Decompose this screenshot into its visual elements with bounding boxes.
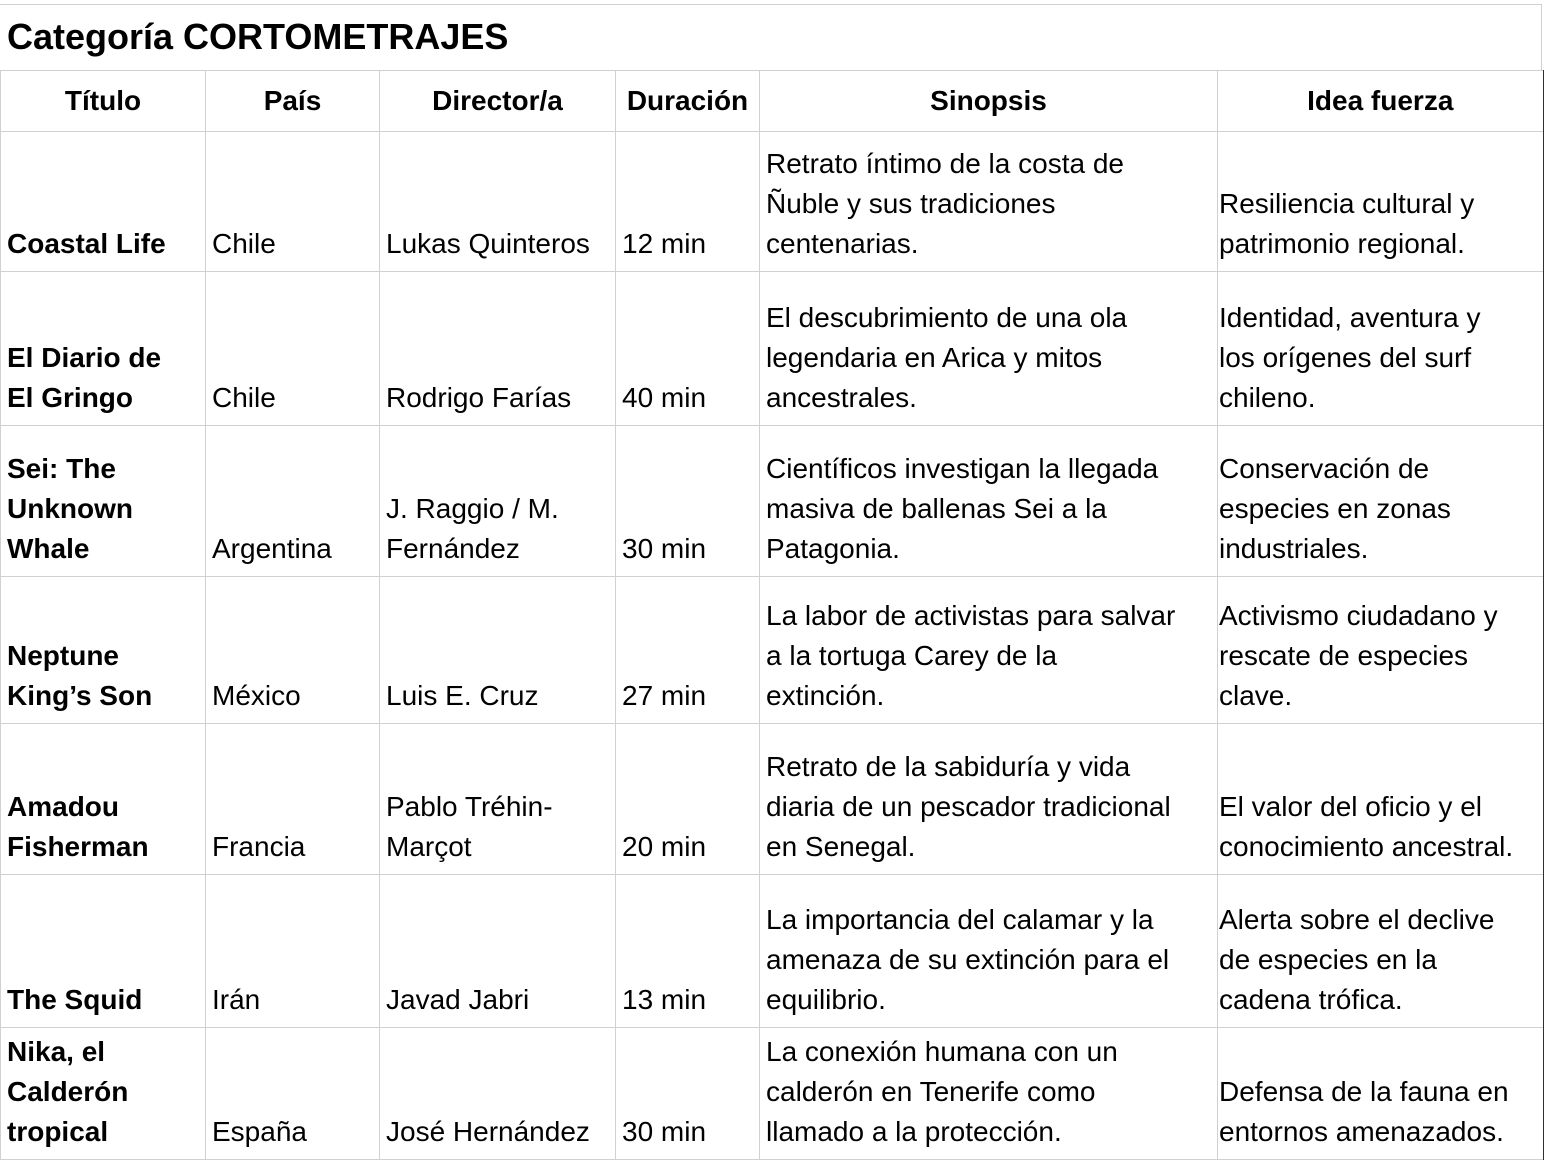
cell-idea-line: Alerta sobre el declive	[1219, 904, 1495, 935]
cell-pais	[206, 577, 380, 724]
cell-titulo-line: tropical	[7, 1116, 109, 1147]
cell-idea-line: Activismo ciudadano y	[1219, 600, 1498, 631]
header-row	[1, 71, 1544, 132]
cell-sinopsis-line: Retrato íntimo de la costa de	[766, 148, 1124, 179]
cell-idea-line: los orígenes del surf	[1219, 342, 1472, 373]
cell-sinopsis	[760, 724, 1218, 875]
cell-titulo-line: The Squid	[7, 984, 143, 1015]
cell-director	[380, 577, 616, 724]
cell-pais-line: Chile	[212, 228, 276, 259]
cell-sinopsis-line: Científicos investigan la llegada	[766, 453, 1159, 484]
page-title: Categoría CORTOMETRAJES	[7, 16, 509, 57]
cell-titulo	[1, 1028, 206, 1160]
header-titulo: Título	[1, 71, 206, 132]
table-row	[1, 724, 1544, 875]
cell-duracion-line: 30 min	[622, 533, 707, 564]
cell-idea-line: patrimonio regional.	[1219, 228, 1465, 259]
cell-sinopsis-line: legendaria en Arica y mitos	[766, 342, 1103, 373]
cell-titulo-line: Coastal Life	[7, 228, 166, 259]
cell-duracion-line: 40 min	[622, 382, 707, 413]
cell-idea	[1218, 875, 1544, 1028]
cell-duracion-line: 20 min	[622, 831, 707, 862]
cell-titulo-line: Sei: The	[7, 453, 116, 484]
cell-sinopsis-line: Patagonia.	[766, 533, 900, 564]
cell-duracion-line: 12 min	[622, 228, 707, 259]
header-director: Director/a	[380, 71, 616, 132]
cell-director-line: José Hernández	[386, 1116, 590, 1147]
cell-sinopsis-line: Ñuble y sus tradiciones	[766, 188, 1056, 219]
cell-duracion	[616, 272, 760, 426]
cell-sinopsis-line: calderón en Tenerife como	[766, 1076, 1096, 1107]
cell-pais	[206, 132, 380, 272]
cell-titulo-line: El Diario de	[7, 342, 162, 373]
cell-sinopsis-line: amenaza de su extinción para el	[766, 944, 1170, 975]
cell-pais	[206, 1028, 380, 1160]
cell-sinopsis-line: centenarias.	[766, 228, 919, 259]
cell-director-line: Lukas Quinteros	[386, 228, 590, 259]
cell-titulo	[1, 272, 206, 426]
cell-titulo-line: Whale	[7, 533, 90, 564]
cell-sinopsis-line: La conexión humana con un	[766, 1036, 1118, 1067]
cell-titulo-line: Fisherman	[7, 831, 149, 862]
cell-sinopsis-line: a la tortuga Carey de la	[766, 640, 1058, 671]
cell-idea	[1218, 426, 1544, 577]
cell-titulo	[1, 577, 206, 724]
cell-pais	[206, 426, 380, 577]
table-row	[1, 875, 1544, 1028]
cell-pais-line: Chile	[212, 382, 276, 413]
cell-sinopsis-line: llamado a la protección.	[766, 1116, 1062, 1147]
cell-sinopsis-line: diaria de un pescador tradicional	[766, 791, 1171, 822]
cell-duracion-line: 27 min	[622, 680, 707, 711]
cell-duracion	[616, 577, 760, 724]
cell-idea-line: El valor del oficio y el	[1219, 791, 1483, 822]
cell-sinopsis-line: ancestrales.	[766, 382, 917, 413]
cell-idea	[1218, 1028, 1544, 1160]
cell-director-line: Javad Jabri	[386, 984, 530, 1015]
cell-sinopsis-line: La labor de activistas para salvar	[766, 600, 1176, 631]
cell-sinopsis	[760, 132, 1218, 272]
cell-titulo-line: Unknown	[7, 493, 133, 524]
cell-duracion	[616, 1028, 760, 1160]
cell-idea-line: clave.	[1219, 680, 1293, 711]
cell-titulo-line: Neptune	[7, 640, 119, 671]
cell-titulo-line: Amadou	[7, 791, 119, 822]
cell-duracion	[616, 132, 760, 272]
cell-idea-line: Resiliencia cultural y	[1219, 188, 1475, 219]
cell-titulo-line: Calderón	[7, 1076, 129, 1107]
cell-duracion	[616, 426, 760, 577]
cell-director-line: Pablo Tréhin-	[386, 791, 553, 822]
cell-idea-line: rescate de especies	[1219, 640, 1469, 671]
cell-director	[380, 875, 616, 1028]
cell-idea	[1218, 577, 1544, 724]
header-idea: Idea fuerza	[1218, 71, 1544, 132]
cell-idea-line: de especies en la	[1219, 944, 1437, 975]
cell-titulo	[1, 875, 206, 1028]
cell-sinopsis-line: Retrato de la sabiduría y vida	[766, 751, 1131, 782]
cell-idea-line: especies en zonas	[1219, 493, 1451, 524]
cell-idea-line: Identidad, aventura y	[1219, 302, 1481, 333]
films-table	[0, 70, 1544, 1160]
cell-sinopsis	[760, 577, 1218, 724]
table-row	[1, 577, 1544, 724]
cell-sinopsis	[760, 426, 1218, 577]
cell-director	[380, 724, 616, 875]
cell-director	[380, 426, 616, 577]
header-duracion: Duración	[616, 71, 760, 132]
cell-director-line: Rodrigo Farías	[386, 382, 572, 413]
table-row	[1, 426, 1544, 577]
title-row	[0, 4, 1542, 71]
cell-idea	[1218, 272, 1544, 426]
cell-sinopsis	[760, 272, 1218, 426]
cell-duracion	[616, 724, 760, 875]
cell-idea-line: Conservación de	[1219, 453, 1430, 484]
cell-sinopsis	[760, 1028, 1218, 1160]
cell-sinopsis-line: masiva de ballenas Sei a la	[766, 493, 1107, 524]
cell-director	[380, 132, 616, 272]
header-sinopsis: Sinopsis	[760, 71, 1218, 132]
cell-pais	[206, 724, 380, 875]
cell-sinopsis-line: El descubrimiento de una ola	[766, 302, 1128, 333]
cell-idea	[1218, 132, 1544, 272]
cell-idea-line: entornos amenazados.	[1219, 1116, 1504, 1147]
cell-pais-line: México	[212, 680, 301, 711]
table-row	[1, 272, 1544, 426]
cell-duracion	[616, 875, 760, 1028]
cell-sinopsis	[760, 875, 1218, 1028]
cell-titulo-line: El Gringo	[7, 382, 133, 413]
cell-director-line: Fernández	[386, 533, 520, 564]
cell-idea-line: Defensa de la fauna en	[1219, 1076, 1509, 1107]
cell-pais	[206, 272, 380, 426]
cell-director-line: Marçot	[386, 831, 472, 862]
cell-duracion-line: 13 min	[622, 984, 707, 1015]
header-pais: País	[206, 71, 380, 132]
cell-titulo-line: Nika, el	[7, 1036, 106, 1067]
table-row	[1, 132, 1544, 272]
cell-pais-line: Francia	[212, 831, 306, 862]
cell-pais-line: Irán	[212, 984, 261, 1015]
cell-idea-line: chileno.	[1219, 382, 1316, 413]
cell-sinopsis-line: en Senegal.	[766, 831, 916, 862]
cell-director	[380, 1028, 616, 1160]
cell-idea	[1218, 724, 1544, 875]
cell-sinopsis-line: extinción.	[766, 680, 885, 711]
cell-sinopsis-line: equilibrio.	[766, 984, 886, 1015]
cell-titulo	[1, 132, 206, 272]
cell-director-line: Luis E. Cruz	[386, 680, 539, 711]
cell-idea-line: cadena trófica.	[1219, 984, 1403, 1015]
cell-idea-line: industriales.	[1219, 533, 1369, 564]
cell-pais	[206, 875, 380, 1028]
cell-pais-line: España	[212, 1116, 307, 1147]
cell-director	[380, 272, 616, 426]
table-row	[1, 1028, 1544, 1160]
cell-director-line: J. Raggio / M.	[386, 493, 559, 524]
cell-titulo-line: King’s Son	[7, 680, 153, 711]
cell-idea-line: conocimiento ancestral.	[1219, 831, 1514, 862]
cell-titulo	[1, 426, 206, 577]
cell-pais-line: Argentina	[212, 533, 332, 564]
cell-duracion-line: 30 min	[622, 1116, 707, 1147]
cell-titulo	[1, 724, 206, 875]
cell-sinopsis-line: La importancia del calamar y la	[766, 904, 1154, 935]
